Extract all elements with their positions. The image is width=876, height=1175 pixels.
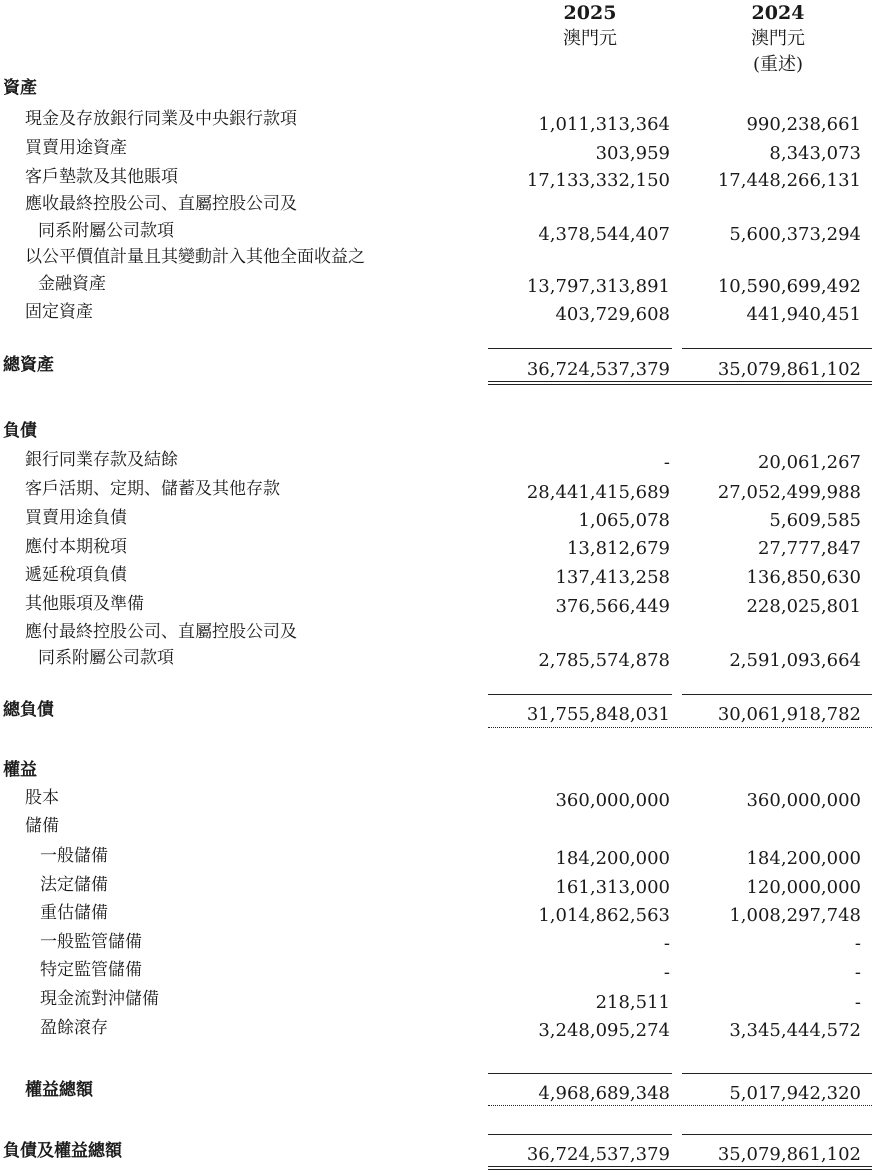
total-liabilities-label: 總負債	[3, 700, 54, 720]
reserve-value-2025: 184,200,000	[555, 848, 670, 869]
reserve-label: 重估儲備	[40, 903, 108, 923]
reserve-label: 特定監管儲備	[40, 960, 142, 980]
asset-value-2024: 441,940,451	[746, 304, 861, 325]
section-assets-title: 資產	[3, 78, 37, 98]
asset-value-2024: 10,590,699,492	[717, 276, 861, 297]
total-liabilities-2024: 30,061,918,782	[717, 704, 861, 725]
reserve-value-2024: 1,008,297,748	[729, 905, 861, 926]
reserve-label: 一般監管儲備	[40, 932, 142, 952]
section-liabilities-title: 負債	[3, 421, 37, 441]
total-assets-2025: 36,724,537,379	[526, 359, 670, 380]
reserve-value-2024: 3,345,444,572	[729, 1020, 861, 1041]
liability-label: 其他賬項及準備	[25, 594, 144, 614]
liability-value-2025: 28,441,415,689	[526, 482, 670, 503]
asset-value-2024: 5,600,373,294	[729, 224, 861, 245]
subtotal-rule	[488, 694, 672, 695]
asset-label: 應收最終控股公司、直屬控股公司及	[25, 194, 297, 214]
total-assets-label: 總資產	[3, 355, 54, 375]
liability-value-2024: 2,591,093,664	[729, 650, 861, 671]
liability-value-2025: 376,566,449	[555, 596, 670, 617]
subtotal-rule	[682, 348, 872, 349]
reserve-value-2025: 1,014,862,563	[538, 905, 670, 926]
liability-value-2025: 137,413,258	[555, 567, 670, 588]
section-equity-title: 權益	[3, 760, 37, 780]
total-equity-2024: 5,017,942,320	[729, 1083, 861, 1104]
column-header-2024	[728, 0, 828, 78]
asset-value-2025: 17,133,332,150	[526, 170, 670, 191]
reserve-label: 一般儲備	[40, 846, 108, 866]
liability-value-2024: 228,025,801	[746, 596, 861, 617]
liability-value-2024: 5,609,585	[769, 510, 861, 531]
column-header-2025	[540, 0, 640, 52]
currency-2024: 澳門元	[751, 28, 805, 49]
liability-value-2025: 2,785,574,878	[538, 650, 670, 671]
grand-total-2024: 35,079,861,102	[717, 1144, 861, 1165]
subtotal-rule	[488, 1134, 672, 1135]
asset-value-2025: 1,011,313,364	[538, 114, 670, 135]
asset-label: 現金及存放銀行同業及中央銀行款項	[25, 109, 297, 129]
liability-label: 客戶活期、定期、儲蓄及其他存款	[25, 479, 280, 499]
liability-value-2024: 27,777,847	[757, 538, 861, 559]
total-assets-2024: 35,079,861,102	[717, 359, 861, 380]
total-double-rule	[488, 381, 872, 385]
liability-value-2024: 27,052,499,988	[717, 482, 861, 503]
reserve-value-2024: -	[854, 933, 861, 954]
share-capital-label: 股本	[25, 788, 59, 808]
liability-value-2025: -	[663, 452, 670, 473]
subtotal-rule	[682, 1073, 872, 1074]
liability-value-2024: 20,061,267	[757, 452, 861, 473]
asset-label-cont: 同系附屬公司款項	[38, 221, 174, 241]
asset-value-2025: 303,959	[595, 143, 670, 164]
reserve-value-2024: 120,000,000	[746, 877, 861, 898]
liability-label: 應付最終控股公司、直屬控股公司及	[25, 622, 297, 642]
currency-2025: 澳門元	[563, 28, 617, 49]
asset-value-2024: 8,343,073	[769, 143, 861, 164]
asset-label: 買賣用途資產	[25, 138, 127, 158]
asset-label: 客戶墊款及其他賬項	[25, 167, 178, 187]
total-equity-label: 權益總額	[25, 1080, 93, 1100]
asset-value-2024: 17,448,266,131	[717, 170, 861, 191]
total-rule	[488, 1105, 872, 1106]
reserve-label: 法定儲備	[40, 875, 108, 895]
asset-value-2025: 4,378,544,407	[538, 224, 670, 245]
reserve-value-2025: -	[663, 933, 670, 954]
liability-label: 銀行同業存款及結餘	[25, 450, 178, 470]
share-capital-2025: 360,000,000	[555, 790, 670, 811]
total-rule	[488, 727, 872, 728]
reserve-value-2024: 184,200,000	[746, 848, 861, 869]
restated-note: (重述)	[752, 54, 804, 75]
total-equity-2025: 4,968,689,348	[538, 1083, 670, 1104]
asset-value-2024: 990,238,661	[746, 114, 861, 135]
year-2024: 2024	[751, 2, 805, 24]
reserve-value-2025: 3,248,095,274	[538, 1020, 670, 1041]
asset-value-2025: 13,797,313,891	[526, 276, 670, 297]
reserves-label: 儲備	[25, 816, 59, 836]
asset-label: 固定資產	[25, 302, 93, 322]
grand-total-2025: 36,724,537,379	[526, 1144, 670, 1165]
grand-total-label: 負債及權益總額	[3, 1141, 122, 1161]
subtotal-rule	[682, 694, 872, 695]
year-2025: 2025	[563, 2, 617, 24]
share-capital-2024: 360,000,000	[746, 790, 861, 811]
subtotal-rule	[682, 1134, 872, 1135]
liability-label: 買賣用途負債	[25, 508, 127, 528]
liability-label: 應付本期稅項	[25, 537, 127, 557]
grand-total-double-rule	[488, 1166, 872, 1170]
liability-value-2025: 1,065,078	[578, 510, 670, 531]
reserve-value-2024: -	[854, 992, 861, 1013]
total-liabilities-2025: 31,755,848,031	[526, 704, 670, 725]
liability-label: 遞延稅項負債	[25, 565, 127, 585]
reserve-value-2025: -	[663, 962, 670, 983]
subtotal-rule	[488, 1073, 672, 1074]
liability-label-cont: 同系附屬公司款項	[38, 648, 174, 668]
reserve-value-2025: 161,313,000	[555, 877, 670, 898]
reserve-value-2025: 218,511	[595, 992, 670, 1013]
subtotal-rule	[488, 348, 672, 349]
reserve-value-2024: -	[854, 962, 861, 983]
reserve-label: 現金流對沖儲備	[40, 989, 159, 1009]
liability-value-2025: 13,812,679	[566, 538, 670, 559]
reserve-label: 盈餘滾存	[40, 1018, 108, 1038]
asset-label: 以公平價值計量且其變動計入其他全面收益之	[25, 247, 365, 267]
liability-value-2024: 136,850,630	[746, 567, 861, 588]
asset-label-cont: 金融資產	[38, 274, 106, 294]
asset-value-2025: 403,729,608	[555, 304, 670, 325]
